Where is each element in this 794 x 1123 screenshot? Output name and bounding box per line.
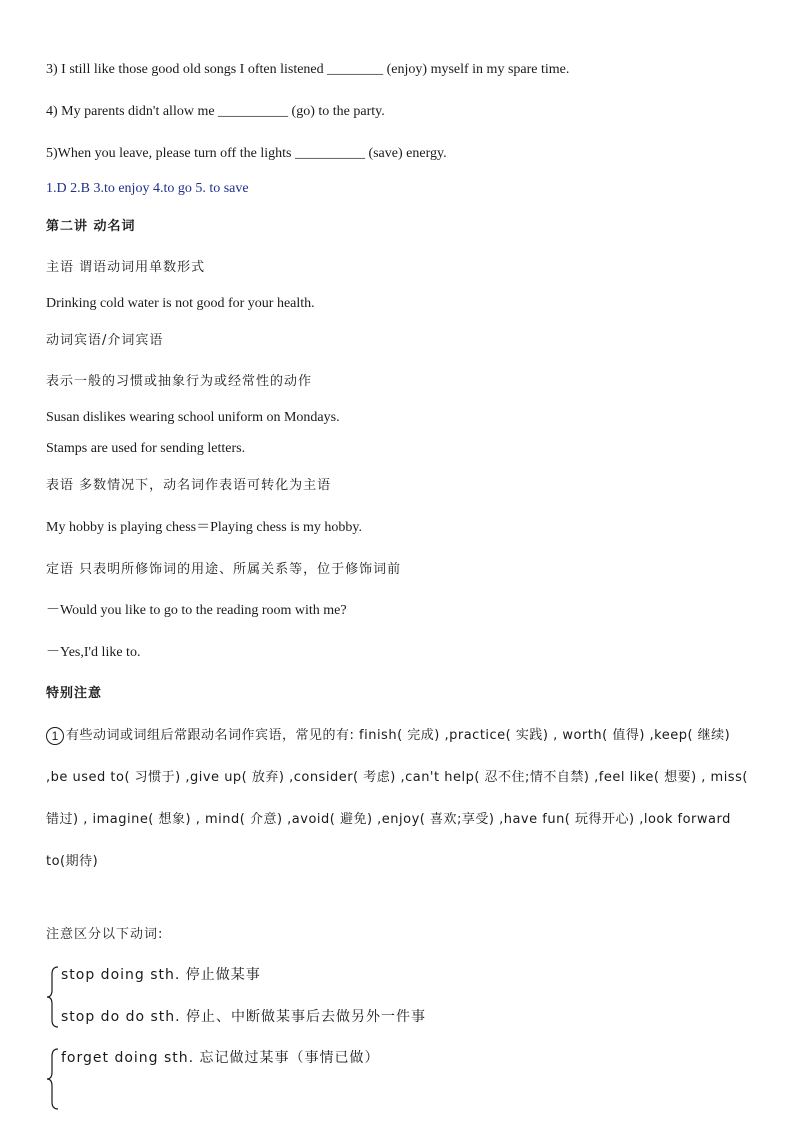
brace-stop xyxy=(46,966,60,1028)
answer-key: 1.D 2.B 3.to enjoy 4.to go 5. to save xyxy=(46,181,249,196)
subject-heading: 主语 谓语动词用单数形式 xyxy=(46,260,206,275)
attributive-heading: 定语 只表明所修饰词的用途、所属关系等，位于修饰词前 xyxy=(46,562,402,577)
special-note-heading: 特别注意 xyxy=(46,686,103,701)
exercise-3: 3) I still like those good old songs I often listened ________ (enjoy) myself in my spare time. xyxy=(46,62,570,77)
circled-number: 1 xyxy=(46,727,64,745)
predicative-heading: 表语 多数情况下，动名词作表语可转化为主语 xyxy=(46,478,332,493)
object-example-2: Stamps are used for sending letters. xyxy=(46,441,246,456)
stop-doing-line: stop doing sth. 停止做某事 xyxy=(61,967,261,983)
dialog-answer: －Yes,I'd like to. xyxy=(46,645,141,660)
object-example-1: Susan dislikes wearing school uniform on Mondays. xyxy=(46,410,340,425)
dialog-question: －Would you like to go to the reading room with me? xyxy=(46,603,347,618)
lecture-title: 第二讲 动名词 xyxy=(46,219,136,234)
forget-doing-line: forget doing sth. 忘记做过某事（事情已做） xyxy=(61,1050,380,1066)
distinguish-heading: 注意区分以下动词: xyxy=(46,927,164,942)
note-paragraph xyxy=(46,715,756,883)
brace-forget xyxy=(46,1048,60,1110)
object-desc: 表示一般的习惯或抽象行为或经常性的动作 xyxy=(46,374,313,389)
note-text: 有些动词或词组后常跟动名词作宾语，常见的有: finish( 完成) ,practice( 实践) , worth( 值得) ,keep( 继续) ,be used to( 习惯于) ,give up( 放弃) ,consider( 考虑) ,can't help( 忍不住;情不自禁) ,feel like( 想要) , miss( 错过) , imagine( 想象) , mind( 介意) ,avoid( 避免) ,enjoy( 喜欢;享受) ,have fun( 玩得开心) ,look forward to(期待) xyxy=(46,728,748,869)
stop-do-line: stop do do sth. 停止、中断做某事后去做另外一件事 xyxy=(61,1009,427,1025)
predicative-example: My hobby is playing chess＝Playing chess is my hobby. xyxy=(46,520,363,535)
object-heading: 动词宾语/介词宾语 xyxy=(46,333,164,348)
exercise-5: 5)When you leave, please turn off the lights __________ (save) energy. xyxy=(46,146,447,161)
exercise-4: 4) My parents didn't allow me __________ (go) to the party. xyxy=(46,104,385,119)
subject-example: Drinking cold water is not good for your health. xyxy=(46,296,315,311)
